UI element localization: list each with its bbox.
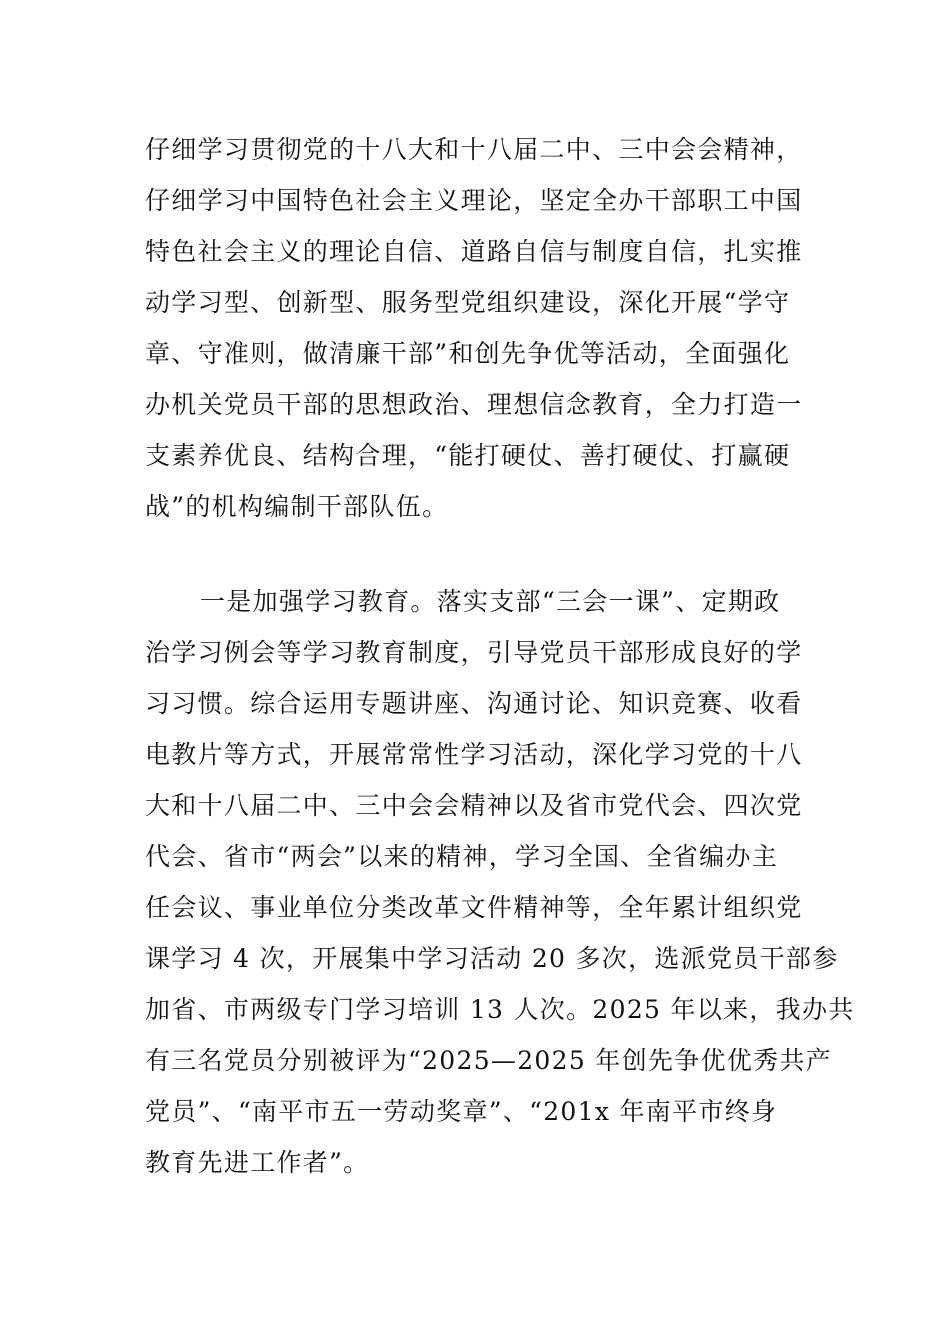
text-line: 一是加强学习教育。落实支部“三会一课”、定期政 (200, 587, 781, 616)
text-line: 加省、市两级专门学习培训 13 人次。2025 年以来，我办共 (145, 995, 855, 1024)
text-line: 动学习型、创新型、服务型党组织建设，深化开展“学守 (145, 288, 791, 317)
text-line: 任会议、事业单位分类改革文件精神等，全年累计组织党 (145, 893, 803, 922)
text-line: 大和十八届二中、三中会会精神以及省市党代会、四次党 (145, 791, 803, 820)
text-line: 电教片等方式，开展常常性学习活动，深化学习党的十八 (145, 740, 803, 769)
text-line: 战”的机构编制干部队伍。 (145, 492, 449, 521)
text-line: 治学习例会等学习教育制度，引导党员干部形成良好的学 (145, 638, 803, 667)
text-line: 有三名党员分别被评为“2025—2025 年创先争优优秀共产 (145, 1046, 832, 1075)
text-line: 章、守准则，做清廉干部”和创先争优等活动，全面强化 (145, 339, 791, 368)
text-line: 特色社会主义的理论自信、道路自信与制度自信，扎实推 (145, 237, 803, 266)
paragraph-summary (145, 124, 810, 532)
text-line: 支素养优良、结构合理，“能打硬仗、善打硬仗、打赢硬 (145, 441, 791, 470)
text-line: 党员”、“南平市五一劳动奖章”、“201x 年南平市终身 (145, 1097, 778, 1126)
text-line: 仔细学习中国特色社会主义理论，坚定全办干部职工中国 (145, 186, 803, 215)
text-line: 课学习 4 次，开展集中学习活动 20 多次，选派党员干部参 (145, 944, 839, 973)
text-line: 仔细学习贯彻党的十八大和十八届二中、三中会会精神， (145, 135, 803, 164)
text-line: 教育先进工作者”。 (145, 1148, 370, 1177)
paragraph-study-education (145, 576, 855, 1188)
text-line: 办机关党员干部的思想政治、理想信念教育，全力打造一 (145, 390, 803, 419)
text-line: 习习惯。综合运用专题讲座、沟通讨论、知识竞赛、收看 (145, 689, 803, 718)
text-line: 代会、省市“两会”以来的精神，学习全国、全省编办主 (145, 842, 779, 871)
